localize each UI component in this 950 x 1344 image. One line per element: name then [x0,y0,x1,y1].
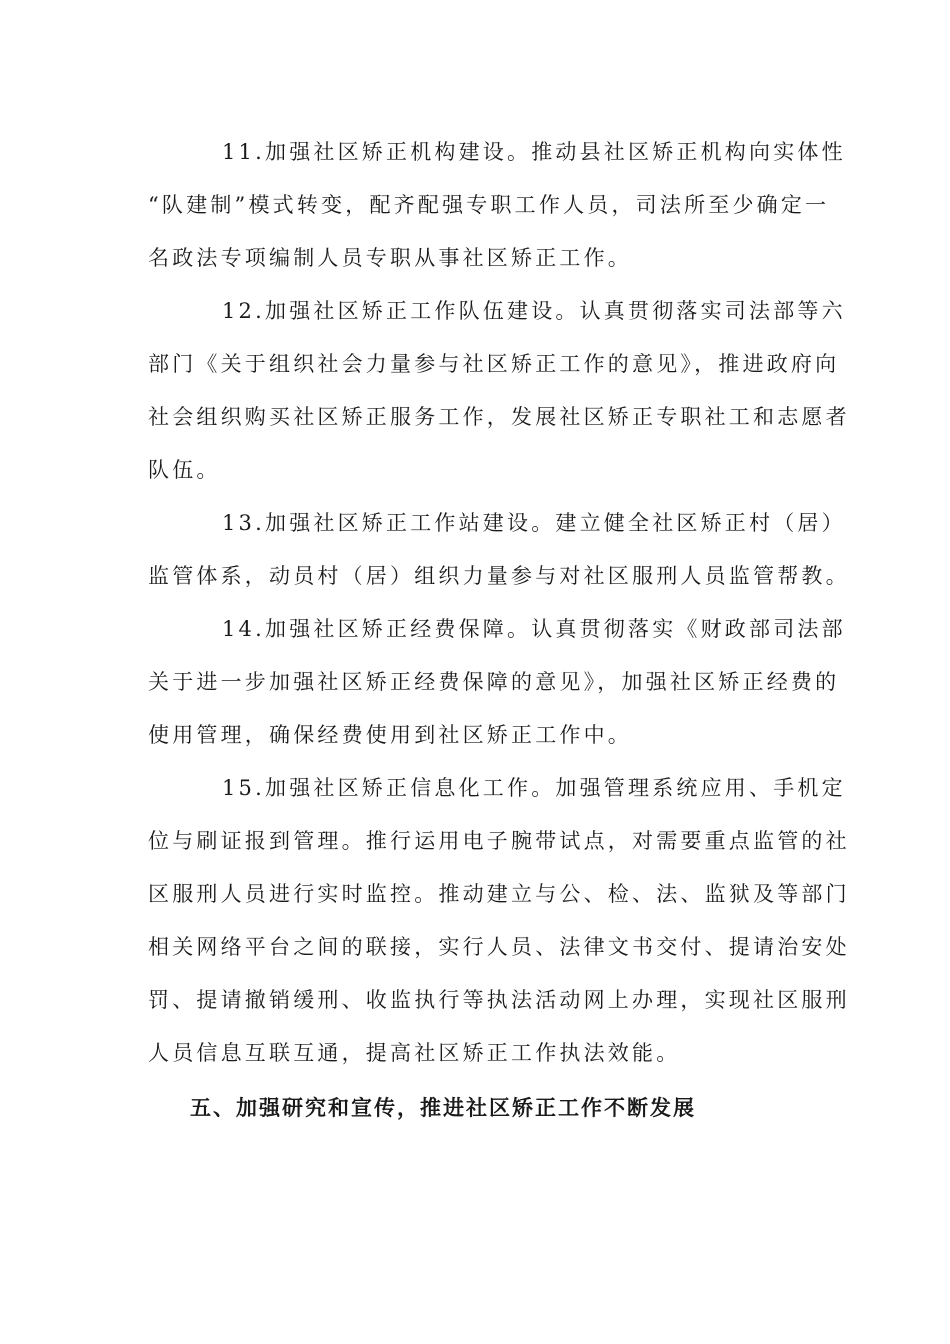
paragraph-13-line-2: 监管体系，动员村（居）组织力量参与对社区服刑人员监管帮教。 [148,564,850,588]
paragraph-13-line-1: 13.加强社区矫正工作站建设。建立健全社区矫正村（居） [222,511,846,535]
paragraph-11-line-3: 名政法专项编制人员专职从事社区矫正工作。 [148,246,632,270]
paragraph-12-line-3: 社会组织购买社区矫正服务工作，发展社区矫正专职社工和志愿者 [148,405,850,429]
paragraph-15-line-4: 相关网络平台之间的联接，实行人员、法律文书交付、提请治安处 [148,935,850,959]
paragraph-12-line-4: 队伍。 [148,458,221,482]
paragraph-12-line-2: 部门《关于组织社会力量参与社区矫正工作的意见》，推进政府向 [148,352,840,376]
paragraph-14-line-3: 使用管理，确保经费使用到社区矫正工作中。 [148,723,632,747]
paragraph-15-line-2: 位与刷证报到管理。推行运用电子腕带试点，对需要重点监管的社 [148,829,850,853]
paragraph-15-line-3: 区服刑人员进行实时监控。推动建立与公、检、法、监狱及等部门 [148,882,850,906]
paragraph-14-line-2: 关于进一步加强社区矫正经费保障的意见》，加强社区矫正经费的 [148,670,840,694]
paragraph-14-line-1: 14.加强社区矫正经费保障。认真贯彻落实《财政部司法部 [222,617,846,641]
paragraph-15-line-5: 罚、提请撤销缓刑、收监执行等执法活动网上办理，实现社区服刑 [148,988,850,1012]
paragraph-12-line-1: 12.加强社区矫正工作队伍建设。认真贯彻落实司法部等六 [222,299,846,323]
section-heading: 五、加强研究和宣传，推进社区矫正工作不断发展 [190,1096,696,1120]
paragraph-11-line-1: 11.加强社区矫正机构建设。推动县社区矫正机构向实体性 [222,140,846,164]
paragraph-15-line-6: 人员信息互联互通，提高社区矫正工作执法效能。 [148,1041,681,1065]
paragraph-11-line-2: “队建制”模式转变，配齐配强专职工作人员，司法所至少确定一 [148,193,830,217]
paragraph-15-line-1: 15.加强社区矫正信息化工作。加强管理系统应用、手机定 [222,776,846,800]
